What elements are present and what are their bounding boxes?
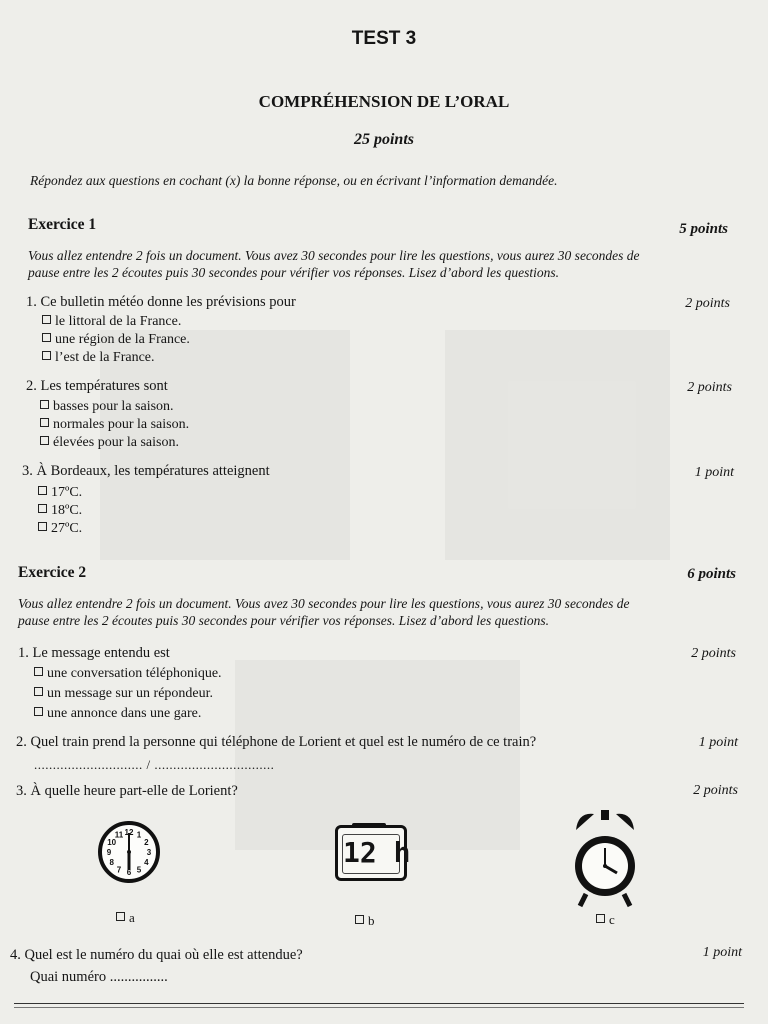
checkbox-icon[interactable] (38, 522, 47, 531)
digital-display: 12 h (342, 834, 400, 874)
shade (235, 660, 520, 850)
ex1-question-3: 3. À Bordeaux, les températures atteignent (22, 463, 270, 479)
clock-numeral: 9 (106, 848, 112, 857)
ex1-question-1: 1. Ce bulletin météo donne les prévisions pour (26, 294, 296, 310)
checkbox-icon[interactable] (355, 915, 364, 924)
ex2-question-2-points: 1 point (698, 735, 738, 750)
clock-numeral: 3 (146, 848, 152, 857)
exercise-2-instruction-line2: pause entre les 2 écoutes puis 30 secondes pour vérifier vos réponses. Lisez d’abord les questions. (18, 613, 550, 628)
clock-numeral: 4 (144, 858, 149, 867)
total-points: 25 points (353, 131, 414, 148)
clock-numeral: 7 (116, 865, 122, 875)
shade (445, 330, 670, 560)
exercise-1-instruction-line1: Vous allez entendre 2 fois un document. Vous avez 30 secondes pour lire les questions, vous aurez 30 secondes de (28, 248, 640, 263)
checkbox-icon[interactable] (42, 351, 51, 360)
option[interactable]: élevées pour la saison. (40, 435, 179, 451)
option[interactable]: normales pour la saison. (40, 417, 189, 433)
option[interactable]: une annonce dans une gare. (34, 706, 201, 722)
ex2-question-1-points: 2 points (691, 646, 736, 661)
option[interactable]: 17ºC. (38, 485, 82, 501)
checkbox-icon[interactable] (40, 418, 49, 427)
clock-numeral: 5 (136, 865, 142, 875)
clock-numeral: 8 (109, 858, 114, 867)
ex2-question-3: 3. À quelle heure part-elle de Lorient? (16, 783, 238, 799)
clock-numeral: 6 (126, 868, 132, 877)
quai-answer[interactable]: Quai numéro ................ (30, 969, 168, 985)
exercise-1-instruction-line2: pause entre les 2 écoutes puis 30 secondes pour vérifier vos réponses. Lisez d’abord les questions. (28, 265, 560, 280)
checkbox-icon[interactable] (40, 400, 49, 409)
option[interactable]: une région de la France. (42, 332, 190, 348)
checkbox-icon[interactable] (34, 667, 43, 676)
option[interactable]: basses pour la saison. (40, 399, 174, 415)
digital-clock-icon (335, 825, 411, 881)
ex2-question-3-points: 2 points (693, 783, 738, 798)
clock-numeral: 10 (107, 838, 117, 847)
digital-clock-top (352, 823, 386, 828)
checkbox-icon[interactable] (42, 333, 51, 342)
clock-numeral: 2 (144, 838, 149, 847)
option[interactable]: 18ºC. (38, 503, 82, 519)
option[interactable]: l’est de la France. (42, 350, 155, 366)
ex2-question-4: 4. Quel est le numéro du quai où elle est attendue? (10, 947, 303, 963)
clock-numeral: 12 (124, 828, 134, 837)
wall-clock-icon (97, 820, 161, 884)
ex1-question-2: 2. Les températures sont (26, 378, 168, 394)
option-c[interactable]: c (596, 912, 615, 928)
footer-rule (14, 1003, 744, 1004)
alarm-clock-icon (572, 806, 638, 910)
option[interactable]: un message sur un répondeur. (34, 686, 213, 702)
ex2-question-2: 2. Quel train prend la personne qui téléphone de Lorient et quel est le numéro de ce train? (16, 734, 537, 750)
train-answer-line[interactable]: ............................. / ................................ (34, 757, 275, 772)
section-title: COMPRÉHENSION DE L’ORAL (258, 92, 510, 111)
ex1-question-3-points: 1 point (694, 465, 734, 480)
ex2-question-1: 1. Le message entendu est (18, 645, 170, 661)
option-a[interactable]: a (116, 910, 135, 926)
checkbox-icon[interactable] (116, 912, 125, 921)
clock-numeral: 11 (114, 830, 124, 840)
checkbox-icon[interactable] (38, 504, 47, 513)
exercise-2-instruction-line1: Vous allez entendre 2 fois un document. Vous avez 30 secondes pour lire les questions, vous aurez 30 secondes de (18, 596, 630, 611)
checkbox-icon[interactable] (34, 687, 43, 696)
clock-numeral: 1 (136, 830, 142, 840)
checkbox-icon[interactable] (38, 486, 47, 495)
ex1-question-2-points: 2 points (687, 380, 732, 395)
general-instruction: Répondez aux questions en cochant (x) la bonne réponse, ou en écrivant l’information demandée. (30, 173, 558, 188)
option-b[interactable]: b (355, 913, 375, 929)
checkbox-icon[interactable] (42, 315, 51, 324)
checkbox-icon[interactable] (596, 914, 605, 923)
option[interactable]: une conversation téléphonique. (34, 666, 222, 682)
exercise-2-title: Exercice 2 (18, 564, 87, 581)
exercise-1-title: Exercice 1 (28, 216, 97, 233)
ex2-question-4-points: 1 point (702, 945, 742, 960)
option[interactable]: le littoral de la France. (42, 314, 181, 330)
exercise-1-points: 5 points (679, 221, 728, 237)
footer-rule (14, 1007, 744, 1008)
option[interactable]: 27ºC. (38, 521, 82, 537)
exercise-2-points: 6 points (687, 566, 736, 582)
test-title: TEST 3 (351, 28, 417, 49)
ex1-question-1-points: 2 points (685, 296, 730, 311)
checkbox-icon[interactable] (34, 707, 43, 716)
checkbox-icon[interactable] (40, 436, 49, 445)
